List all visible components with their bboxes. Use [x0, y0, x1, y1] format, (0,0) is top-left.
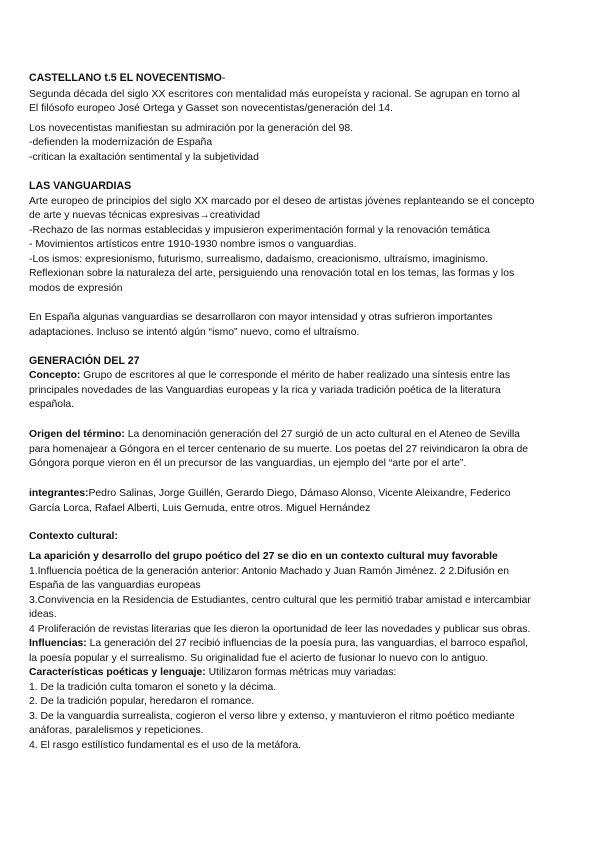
integrantes-text: Pedro Salinas, Jorge Guillén, Gerardo Diego, Dámaso Alonso, Vicente Aleixandre, Federico: [88, 488, 511, 499]
list-item: 3. De la vanguardia surrealista, cogieron el verso libre y extenso, y mantuvieron el ritmo poético mediante: [29, 711, 515, 722]
list-item: 4. El rasgo estilístico fundamental es el uso de la metáfora.: [29, 740, 302, 751]
document-title: CASTELLANO t.5 EL NOVECENTISMO: [29, 72, 222, 84]
text-line: España de las vanguardias europeas: [29, 580, 201, 591]
text-line: española.: [29, 399, 75, 410]
concepto-line: [29, 369, 510, 382]
integrantes-label: integrantes:: [29, 488, 89, 499]
list-item: 4 Proliferación de revistas literarias que les dieron la oportunidad de leer las novedades y publicar sus obras.: [29, 624, 531, 635]
text-line: modos de expresión: [29, 283, 123, 294]
caracteristicas-intro: Utilizaron formas métricas muy variadas:: [205, 667, 397, 678]
list-item: -critican la exaltación sentimental y la subjetividad: [29, 152, 259, 163]
title-dash: -: [221, 72, 226, 84]
title-line: [29, 72, 225, 85]
text-line: Góngora porque vieron en él un precursor de las vanguardias, un ejemplo del “arte por el arte”.: [29, 458, 467, 469]
caracteristicas-label: Características poéticas y lenguaje:: [29, 667, 206, 678]
text-line: En España algunas vanguardias se desarrollaron con mayor intensidad y otras sufrieron importantes: [29, 312, 493, 323]
text-line: de arte y nuevas técnicas expresivas→creatividad: [29, 210, 261, 221]
text-line: para homenajear a Góngora en el tercer centenario de su muerte. Los poetas del 27 reivindicaron la obra de: [29, 444, 529, 455]
concepto-label: Concepto:: [29, 370, 81, 381]
subsection-heading: Contexto cultural:: [29, 531, 118, 542]
text-line: García Lorca, Rafael Alberti, Luis Gernuda, entre otros. Miguel Hernández: [29, 503, 371, 514]
text-line: la poesía popular y el surrealismo. Su originalidad fue el acierto de fusionar lo nuevo con lo antiguo.: [29, 653, 489, 664]
text-line: anáforas, paralelismos y repeticiones.: [29, 725, 204, 736]
origen-line: [29, 428, 520, 441]
text-line: Reflexionan sobre la naturaleza del arte, persiguiendo una renovación total en los temas, las formas y los: [29, 268, 515, 279]
origen-label: Origen del término:: [29, 429, 125, 440]
influencias-text: La generación del 27 recibió influencias de la poesía pura, las vanguardias, el barroco español,: [86, 638, 529, 649]
text-line: ideas.: [29, 609, 57, 620]
influencias-line: [29, 637, 528, 650]
text-line: Los novecentistas manifiestan su admiración por la generación del 98.: [29, 123, 354, 134]
list-item: -Rechazo de las normas establecidas y impusieron experimentación formal y la renovación temática: [29, 225, 490, 236]
influencias-label: Influencias:: [29, 638, 87, 649]
text-line: principales novedades de las Vanguardias europeas y la rica y variada tradición poética de la literatura: [29, 385, 501, 396]
list-item: -Los ismos: expresionismo, futurismo, surrealismo, dadaísmo, creacionismo, ultraísmo, imaginismo.: [29, 254, 489, 265]
integrantes-line: [29, 487, 511, 500]
list-item: - Movimientos artísticos entre 1910-1930 nombre ismos o vanguardias.: [29, 239, 357, 250]
list-item: 2. De la tradición popular, heredaron el romance.: [29, 696, 255, 707]
text-line: adaptaciones. Incluso se intentó algún “ismo” nuevo, como el ultraísmo.: [29, 327, 360, 338]
bold-line: La aparición y desarrollo del grupo poético del 27 se dio en un contexto cultural muy favorable: [29, 551, 498, 562]
text-line: El filósofo europeo José Ortega y Gasset son novecentistas/generación del 14.: [29, 103, 393, 114]
list-item: -defienden la modernización de España: [29, 137, 213, 148]
origen-text: La denominación generación del 27 surgió de un acto cultural en el Ateneo de Sevilla: [124, 429, 520, 440]
text-line: Arte europeo de principios del siglo XX marcado por el deseo de artistas jóvenes replanteando se el concepto: [29, 196, 535, 207]
list-item: 3.Convivencia en la Residencia de Estudiantes, centro cultural que les permitió trabar amistad e intercambiar: [29, 595, 531, 606]
concepto-text: Grupo de escritores al que le corresponde el mérito de haber realizado una síntesis entre las: [80, 370, 511, 381]
section-heading: LAS VANGUARDIAS: [29, 180, 132, 192]
list-item: 1. De la tradición culta tomaron el soneto y la décima.: [29, 682, 277, 693]
list-item: 1.Influencia poética de la generación anterior: Antonio Machado y Juan Ramón Jiménez. 2 2.Difusión en: [29, 566, 509, 577]
caracteristicas-line: [29, 666, 396, 679]
section-heading: GENERACIÓN DEL 27: [29, 355, 140, 367]
text-line: Segunda década del siglo XX escritores con mentalidad más europeísta y racional. Se agrupan en torno al: [29, 89, 520, 100]
